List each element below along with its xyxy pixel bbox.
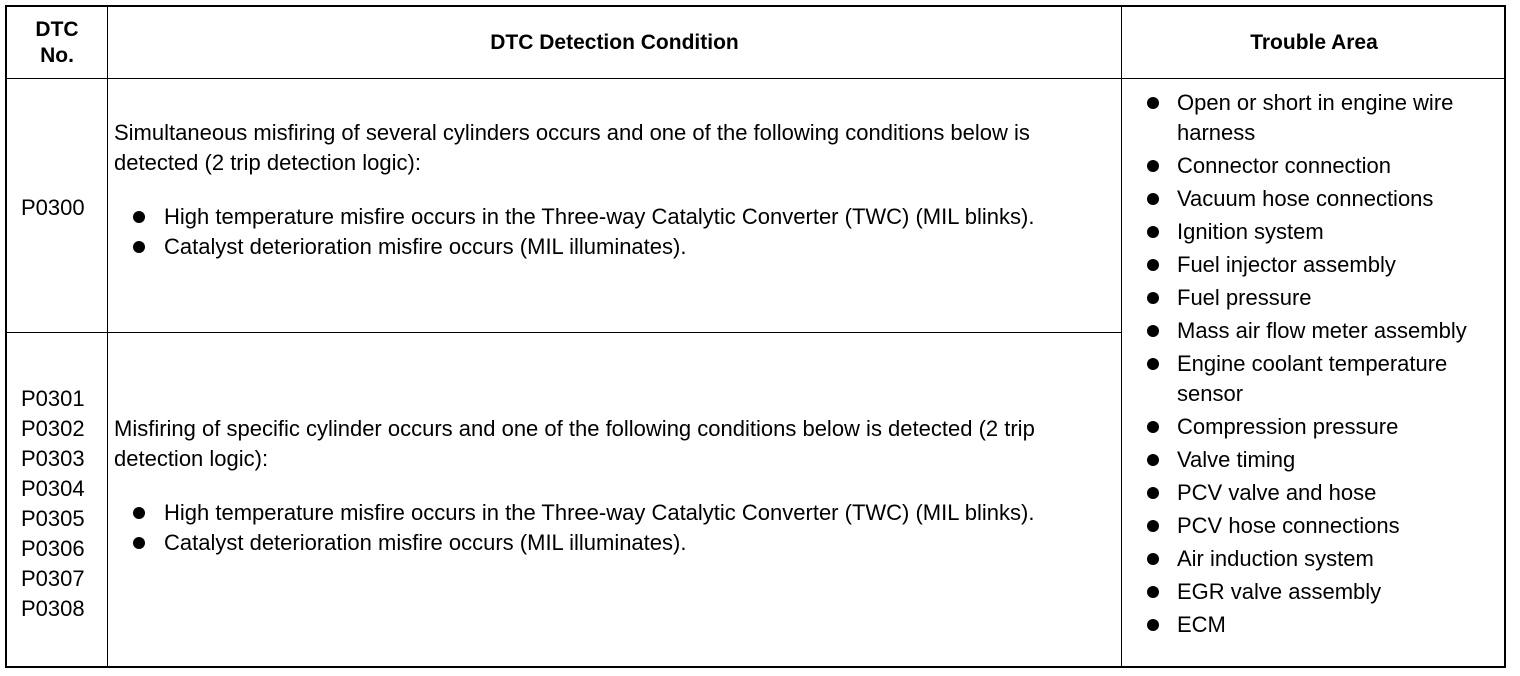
bullet-icon bbox=[1147, 358, 1159, 370]
list-item bbox=[114, 232, 1104, 262]
dtc-table bbox=[5, 5, 1506, 668]
bullet-text: Catalyst deterioration misfire occurs (MIL illuminates). bbox=[164, 530, 687, 555]
bullet-icon bbox=[133, 507, 145, 519]
detection-bullet-list bbox=[114, 202, 1104, 262]
list-item bbox=[1122, 88, 1502, 148]
detection-intro: Misfiring of specific cylinder occurs and one of the following conditions below is detected (2 trip detection logic): bbox=[114, 416, 1035, 471]
bullet-text: Catalyst deterioration misfire occurs (MIL illuminates). bbox=[164, 234, 687, 259]
list-item bbox=[1122, 544, 1502, 574]
dtc-code: P0300 bbox=[21, 195, 85, 220]
bullet-icon bbox=[1147, 259, 1159, 271]
list-item bbox=[114, 528, 1104, 558]
column-divider bbox=[107, 7, 108, 666]
trouble-item: ECM bbox=[1177, 612, 1226, 637]
list-item bbox=[1122, 478, 1502, 508]
header-divider bbox=[7, 78, 1504, 79]
trouble-item: Open or short in engine wire harness bbox=[1177, 90, 1454, 145]
dtc-code: P0307 bbox=[21, 566, 85, 591]
trouble-item: PCV hose connections bbox=[1177, 513, 1400, 538]
trouble-item: Vacuum hose connections bbox=[1177, 186, 1434, 211]
row-divider bbox=[7, 332, 1121, 333]
list-item bbox=[1122, 610, 1502, 640]
trouble-item: Compression pressure bbox=[1177, 414, 1399, 439]
trouble-item: Connector connection bbox=[1177, 153, 1392, 178]
bullet-icon bbox=[1147, 226, 1159, 238]
detection-bullet-list bbox=[114, 498, 1104, 558]
header-detection-condition: DTC Detection Condition bbox=[490, 31, 739, 54]
dtc-code: P0304 bbox=[21, 476, 85, 501]
trouble-item: Valve timing bbox=[1177, 447, 1296, 472]
header-trouble-area: Trouble Area bbox=[1250, 31, 1378, 54]
dtc-code: P0308 bbox=[21, 596, 85, 621]
trouble-item: Fuel injector assembly bbox=[1177, 252, 1396, 277]
list-item bbox=[1122, 511, 1502, 541]
trouble-item: Ignition system bbox=[1177, 219, 1324, 244]
trouble-item: PCV valve and hose bbox=[1177, 480, 1377, 505]
trouble-item: Fuel pressure bbox=[1177, 285, 1312, 310]
list-item bbox=[1122, 316, 1502, 346]
dtc-code: P0305 bbox=[21, 506, 85, 531]
list-item bbox=[1122, 349, 1502, 409]
detection-intro: Simultaneous misfiring of several cylinders occurs and one of the following conditions below is detected (2 trip detection logic): bbox=[114, 120, 1030, 175]
trouble-area-cell bbox=[1122, 88, 1502, 643]
bullet-icon bbox=[1147, 292, 1159, 304]
detection-condition-row-2 bbox=[114, 414, 1104, 558]
bullet-icon bbox=[133, 537, 145, 549]
bullet-icon bbox=[1147, 160, 1159, 172]
bullet-icon bbox=[1147, 421, 1159, 433]
detection-condition-row-1 bbox=[114, 118, 1104, 262]
trouble-item: Air induction system bbox=[1177, 546, 1374, 571]
list-item bbox=[1122, 217, 1502, 247]
list-item bbox=[1122, 184, 1502, 214]
bullet-icon bbox=[1147, 454, 1159, 466]
list-item bbox=[1122, 412, 1502, 442]
list-item bbox=[1122, 283, 1502, 313]
bullet-text: High temperature misfire occurs in the Three-way Catalytic Converter (TWC) (MIL blinks). bbox=[164, 204, 1035, 229]
list-item bbox=[114, 498, 1104, 528]
bullet-icon bbox=[1147, 193, 1159, 205]
trouble-area-list bbox=[1122, 88, 1502, 640]
list-item bbox=[1122, 445, 1502, 475]
dtc-code: P0306 bbox=[21, 536, 85, 561]
dtc-code: P0301 bbox=[21, 386, 85, 411]
list-item bbox=[1122, 577, 1502, 607]
bullet-icon bbox=[133, 211, 145, 223]
bullet-icon bbox=[1147, 619, 1159, 631]
bullet-icon bbox=[1147, 325, 1159, 337]
header-dtc-no: DTC No. bbox=[35, 18, 79, 67]
trouble-item: Engine coolant temperature sensor bbox=[1177, 351, 1448, 406]
dtc-code: P0302 bbox=[21, 416, 85, 441]
bullet-icon bbox=[1147, 97, 1159, 109]
list-item bbox=[114, 202, 1104, 232]
dtc-codes-row-2 bbox=[21, 384, 85, 624]
bullet-icon bbox=[1147, 586, 1159, 598]
trouble-item: EGR valve assembly bbox=[1177, 579, 1382, 604]
bullet-icon bbox=[1147, 553, 1159, 565]
bullet-text: High temperature misfire occurs in the Three-way Catalytic Converter (TWC) (MIL blinks). bbox=[164, 500, 1035, 525]
list-item bbox=[1122, 250, 1502, 280]
bullet-icon bbox=[133, 241, 145, 253]
bullet-icon bbox=[1147, 520, 1159, 532]
dtc-code: P0303 bbox=[21, 446, 85, 471]
trouble-item: Mass air flow meter assembly bbox=[1177, 318, 1467, 343]
list-item bbox=[1122, 151, 1502, 181]
bullet-icon bbox=[1147, 487, 1159, 499]
dtc-codes-row-1 bbox=[21, 193, 85, 223]
